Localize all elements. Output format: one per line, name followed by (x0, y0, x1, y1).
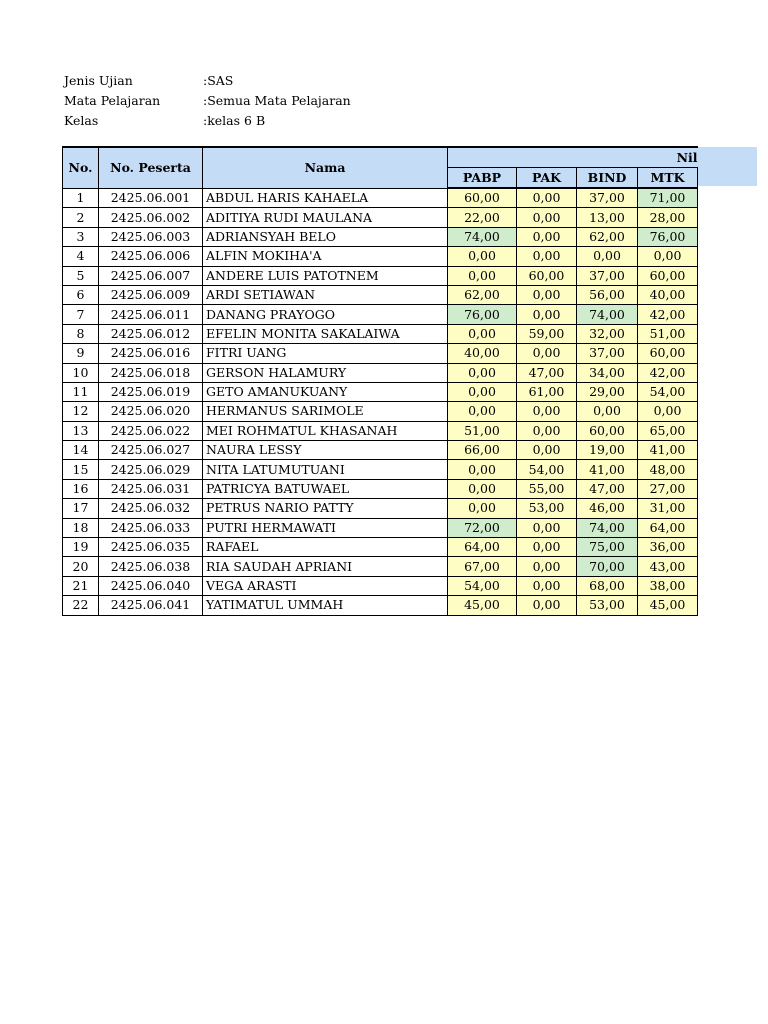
table-row (63, 208, 698, 227)
score-bind: 29,00 (577, 382, 638, 401)
table-row (63, 460, 698, 479)
score-pabp: 0,00 (448, 266, 517, 285)
score-bind: 74,00 (577, 305, 638, 324)
score-pabp: 22,00 (448, 208, 517, 227)
score-mtk: 51,00 (638, 324, 698, 343)
student-name: VEGA ARASTI (203, 576, 448, 595)
score-pabp: 0,00 (448, 460, 517, 479)
score-mtk: 76,00 (638, 227, 698, 246)
score-pak: 0,00 (517, 557, 577, 576)
score-mtk: 45,00 (638, 596, 698, 615)
score-mtk: 64,00 (638, 518, 698, 537)
score-bind: 74,00 (577, 518, 638, 537)
table-row (63, 285, 698, 304)
score-bind: 53,00 (577, 596, 638, 615)
score-pabp: 0,00 (448, 382, 517, 401)
score-bind: 19,00 (577, 441, 638, 460)
participant-number: 2425.06.018 (99, 363, 203, 382)
score-pak: 0,00 (517, 421, 577, 440)
student-name: PUTRI HERMAWATI (203, 518, 448, 537)
exam-type-value: :SAS (203, 72, 234, 88)
participant-number: 2425.06.041 (99, 596, 203, 615)
participant-number: 2425.06.012 (99, 324, 203, 343)
score-bind: 41,00 (577, 460, 638, 479)
participant-number: 2425.06.035 (99, 538, 203, 557)
score-bind: 56,00 (577, 285, 638, 304)
score-pabp: 40,00 (448, 344, 517, 363)
row-number: 19 (63, 538, 99, 557)
score-mtk: 0,00 (638, 402, 698, 421)
score-pabp: 60,00 (448, 188, 517, 208)
score-bind: 68,00 (577, 576, 638, 595)
score-mtk: 65,00 (638, 421, 698, 440)
score-pak: 0,00 (517, 247, 577, 266)
score-pabp: 76,00 (448, 305, 517, 324)
participant-number: 2425.06.016 (99, 344, 203, 363)
participant-number: 2425.06.033 (99, 518, 203, 537)
score-pak: 0,00 (517, 344, 577, 363)
table-row (63, 596, 698, 615)
score-mtk: 54,00 (638, 382, 698, 401)
class-row (64, 110, 351, 130)
col-header-bind: BIND (577, 168, 638, 189)
score-bind: 13,00 (577, 208, 638, 227)
score-bind: 62,00 (577, 227, 638, 246)
table-header-row (63, 147, 698, 168)
row-number: 2 (63, 208, 99, 227)
table-row (63, 557, 698, 576)
score-mtk: 36,00 (638, 538, 698, 557)
table-row (63, 576, 698, 595)
score-pabp: 74,00 (448, 227, 517, 246)
score-mtk: 60,00 (638, 344, 698, 363)
score-pabp: 0,00 (448, 363, 517, 382)
participant-number: 2425.06.006 (99, 247, 203, 266)
table-row (63, 363, 698, 382)
score-bind: 47,00 (577, 479, 638, 498)
table-row (63, 479, 698, 498)
row-number: 9 (63, 344, 99, 363)
score-pak: 0,00 (517, 441, 577, 460)
exam-type-row (64, 70, 351, 90)
participant-number: 2425.06.002 (99, 208, 203, 227)
class-value: :kelas 6 B (203, 112, 266, 128)
student-name: ARDI SETIAWAN (203, 285, 448, 304)
student-name: NAURA LESSY (203, 441, 448, 460)
score-bind: 37,00 (577, 188, 638, 208)
student-name: FITRI UANG (203, 344, 448, 363)
score-pak: 0,00 (517, 188, 577, 208)
participant-number: 2425.06.022 (99, 421, 203, 440)
row-number: 10 (63, 363, 99, 382)
student-name: PETRUS NARIO PATTY (203, 499, 448, 518)
score-bind: 34,00 (577, 363, 638, 382)
student-name: ANDERE LUIS PATOTNEM (203, 266, 448, 285)
student-name: EFELIN MONITA SAKALAIWA (203, 324, 448, 343)
student-name: HERMANUS SARIMOLE (203, 402, 448, 421)
row-number: 4 (63, 247, 99, 266)
row-number: 15 (63, 460, 99, 479)
score-pabp: 64,00 (448, 538, 517, 557)
subject-value: :Semua Mata Pelajaran (203, 92, 351, 108)
class-label: Kelas (64, 112, 99, 128)
student-name: PATRICYA BATUWAEL (203, 479, 448, 498)
row-number: 16 (63, 479, 99, 498)
score-pak: 0,00 (517, 576, 577, 595)
score-pabp: 66,00 (448, 441, 517, 460)
participant-number: 2425.06.003 (99, 227, 203, 246)
score-pabp: 67,00 (448, 557, 517, 576)
table-row (63, 266, 698, 285)
score-pabp: 51,00 (448, 421, 517, 440)
participant-number: 2425.06.007 (99, 266, 203, 285)
score-pak: 59,00 (517, 324, 577, 343)
score-pak: 60,00 (517, 266, 577, 285)
participant-number: 2425.06.029 (99, 460, 203, 479)
score-sheet (62, 146, 698, 616)
col-header-no: No. (63, 147, 99, 188)
col-header-peserta: No. Peserta (99, 147, 203, 188)
col-header-mtk: MTK (638, 168, 698, 189)
score-pak: 53,00 (517, 499, 577, 518)
score-pak: 0,00 (517, 227, 577, 246)
row-number: 12 (63, 402, 99, 421)
table-row (63, 538, 698, 557)
student-name: ADITIYA RUDI MAULANA (203, 208, 448, 227)
score-bind: 70,00 (577, 557, 638, 576)
participant-number: 2425.06.032 (99, 499, 203, 518)
subject-label: Mata Pelajaran (64, 92, 161, 108)
row-number: 13 (63, 421, 99, 440)
participant-number: 2425.06.009 (99, 285, 203, 304)
participant-number: 2425.06.040 (99, 576, 203, 595)
score-pak: 0,00 (517, 208, 577, 227)
score-pak: 55,00 (517, 479, 577, 498)
student-name: GETO AMANUKUANY (203, 382, 448, 401)
table-row (63, 305, 698, 324)
col-header-nilai: Nil (448, 147, 698, 168)
participant-number: 2425.06.020 (99, 402, 203, 421)
table-row (63, 421, 698, 440)
score-pabp: 0,00 (448, 402, 517, 421)
student-name: NITA LATUMUTUANI (203, 460, 448, 479)
score-pabp: 72,00 (448, 518, 517, 537)
score-pabp: 0,00 (448, 324, 517, 343)
row-number: 18 (63, 518, 99, 537)
col-header-pak: PAK (517, 168, 577, 189)
score-pabp: 0,00 (448, 247, 517, 266)
table-row (63, 344, 698, 363)
row-number: 7 (63, 305, 99, 324)
score-pabp: 0,00 (448, 499, 517, 518)
participant-number: 2425.06.031 (99, 479, 203, 498)
table-row (63, 382, 698, 401)
score-mtk: 48,00 (638, 460, 698, 479)
student-name: ADRIANSYAH BELO (203, 227, 448, 246)
table-body (63, 188, 698, 615)
score-bind: 37,00 (577, 344, 638, 363)
score-mtk: 27,00 (638, 479, 698, 498)
score-pak: 0,00 (517, 402, 577, 421)
score-mtk: 41,00 (638, 441, 698, 460)
score-mtk: 38,00 (638, 576, 698, 595)
table-row (63, 324, 698, 343)
score-mtk: 60,00 (638, 266, 698, 285)
nilai-header-extension (697, 147, 757, 186)
row-number: 3 (63, 227, 99, 246)
student-name: YATIMATUL UMMAH (203, 596, 448, 615)
score-mtk: 28,00 (638, 208, 698, 227)
row-number: 17 (63, 499, 99, 518)
table-row (63, 499, 698, 518)
score-mtk: 0,00 (638, 247, 698, 266)
participant-number: 2425.06.038 (99, 557, 203, 576)
score-pak: 47,00 (517, 363, 577, 382)
student-name: RAFAEL (203, 538, 448, 557)
student-name: GERSON HALAMURY (203, 363, 448, 382)
score-mtk: 40,00 (638, 285, 698, 304)
score-pabp: 62,00 (448, 285, 517, 304)
participant-number: 2425.06.001 (99, 188, 203, 208)
table-row (63, 441, 698, 460)
student-name: DANANG PRAYOGO (203, 305, 448, 324)
score-pabp: 54,00 (448, 576, 517, 595)
student-name: ALFIN MOKIHA'A (203, 247, 448, 266)
score-mtk: 31,00 (638, 499, 698, 518)
subject-row (64, 90, 351, 110)
score-pak: 0,00 (517, 538, 577, 557)
score-pak: 0,00 (517, 518, 577, 537)
score-mtk: 42,00 (638, 363, 698, 382)
row-number: 1 (63, 188, 99, 208)
score-bind: 32,00 (577, 324, 638, 343)
row-number: 22 (63, 596, 99, 615)
participant-number: 2425.06.027 (99, 441, 203, 460)
score-mtk: 42,00 (638, 305, 698, 324)
score-pak: 61,00 (517, 382, 577, 401)
score-bind: 0,00 (577, 402, 638, 421)
row-number: 5 (63, 266, 99, 285)
row-number: 6 (63, 285, 99, 304)
table-row (63, 188, 698, 208)
exam-type-label: Jenis Ujian (64, 72, 133, 88)
row-number: 8 (63, 324, 99, 343)
score-table (62, 146, 698, 616)
participant-number: 2425.06.019 (99, 382, 203, 401)
table-row (63, 247, 698, 266)
score-pak: 54,00 (517, 460, 577, 479)
student-name: MEI ROHMATUL KHASANAH (203, 421, 448, 440)
score-mtk: 71,00 (638, 188, 698, 208)
score-bind: 0,00 (577, 247, 638, 266)
col-header-nama: Nama (203, 147, 448, 188)
col-header-pabp: PABP (448, 168, 517, 189)
row-number: 11 (63, 382, 99, 401)
score-pak: 0,00 (517, 596, 577, 615)
student-name: RIA SAUDAH APRIANI (203, 557, 448, 576)
score-pak: 0,00 (517, 305, 577, 324)
score-bind: 37,00 (577, 266, 638, 285)
row-number: 14 (63, 441, 99, 460)
score-bind: 60,00 (577, 421, 638, 440)
table-row (63, 402, 698, 421)
score-mtk: 43,00 (638, 557, 698, 576)
exam-info (64, 70, 351, 130)
table-row (63, 227, 698, 246)
row-number: 20 (63, 557, 99, 576)
score-pak: 0,00 (517, 285, 577, 304)
student-name: ABDUL HARIS KAHAELA (203, 188, 448, 208)
participant-number: 2425.06.011 (99, 305, 203, 324)
row-number: 21 (63, 576, 99, 595)
table-row (63, 518, 698, 537)
score-pabp: 0,00 (448, 479, 517, 498)
score-bind: 75,00 (577, 538, 638, 557)
score-pabp: 45,00 (448, 596, 517, 615)
score-bind: 46,00 (577, 499, 638, 518)
